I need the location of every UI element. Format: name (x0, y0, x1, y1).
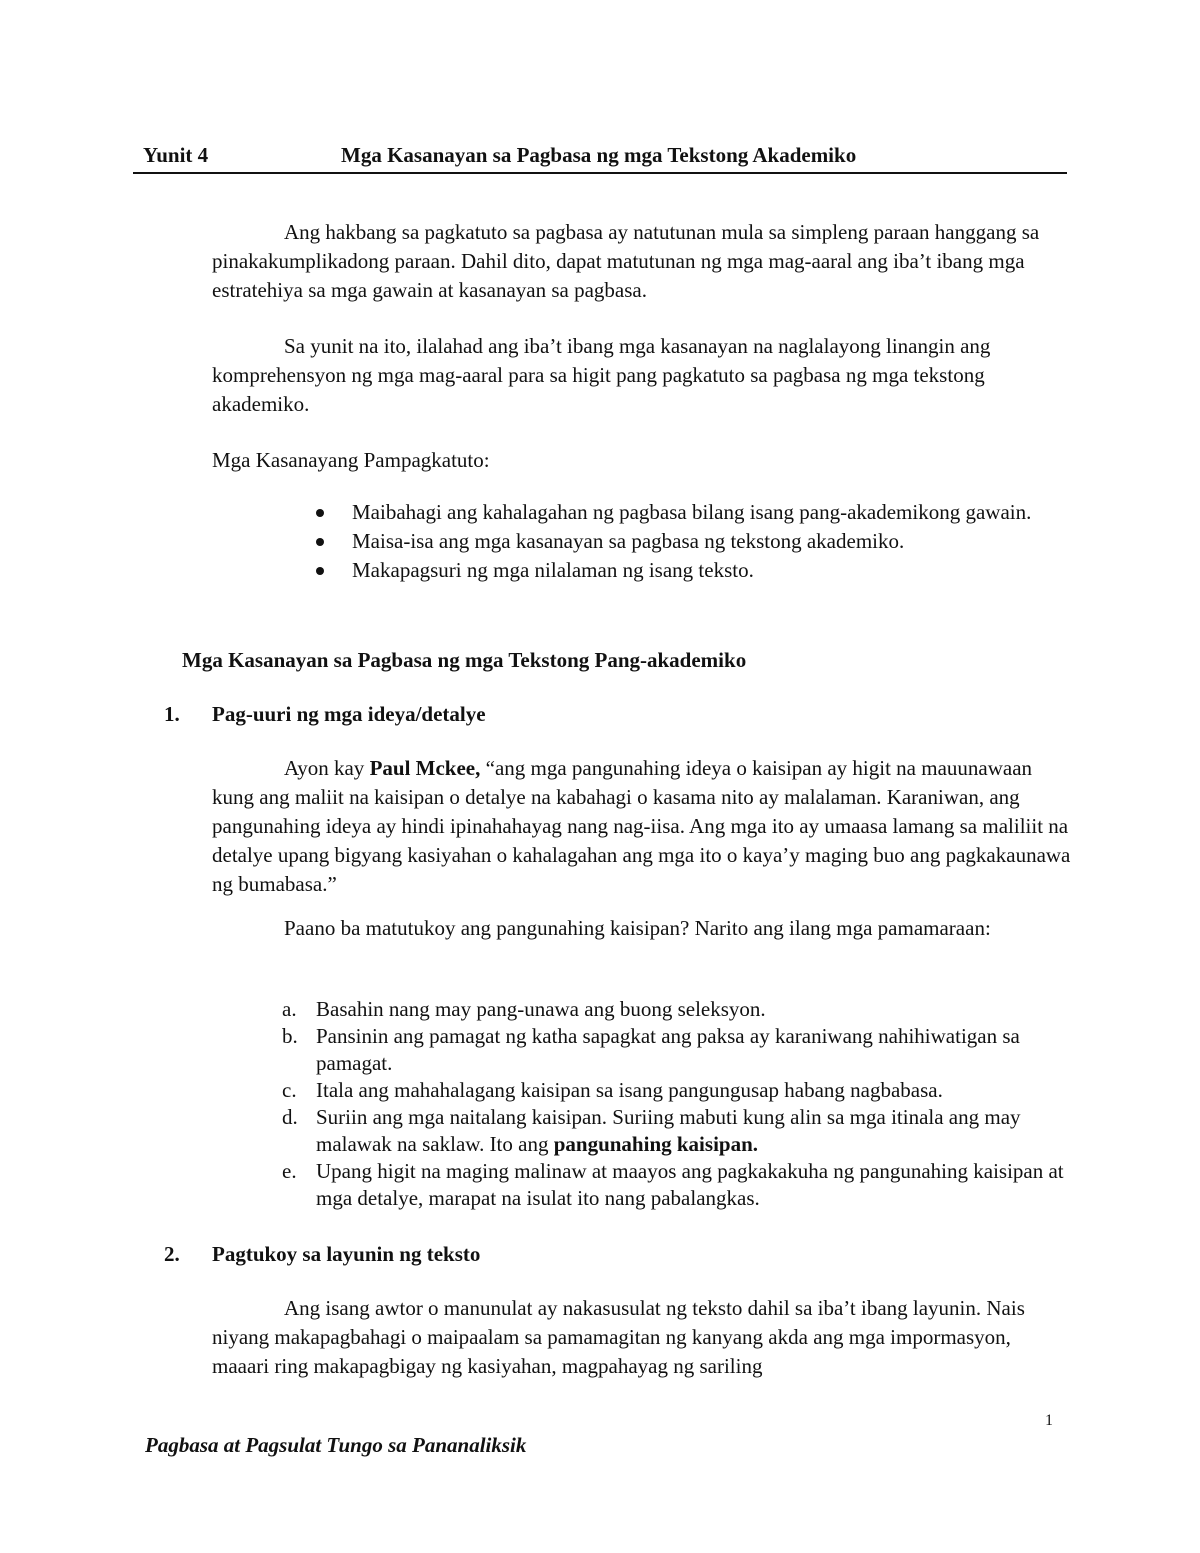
step-text: Upang higit na maging malinaw at maayos ang pagkakakuha ng pangunahing kaisipan at mga detalye, marapat na isulat ito nang pabalangkas. (316, 1159, 1064, 1210)
header-title: Mga Kasanayan sa Pagbasa ng mga Tekstong Akademiko (341, 143, 857, 167)
step-letter: d. (282, 1105, 298, 1129)
page-header (133, 140, 1067, 174)
item-2-number: 2. (164, 1242, 180, 1266)
step-letter: a. (282, 997, 297, 1021)
quote-text: “ang mga pangunahing ideya o kaisipan ay higit na mauunawaan kung ang maliit na kaisipan o detalye na kabahagi o kasama nito ay malalaman. Karaniwan, ang pangunahing ideya ay hindi ipinahahayag nang nag-iisa. Ang mga ito ay umaasa lamang sa maliliit na detalye upang bigyang kasiyahan o kahalagahan ang mga ito o kaya’y maging buo ang pagkakaunawa ng bumabasa.” (212, 756, 1071, 896)
item-1-heading (164, 702, 864, 727)
intro-paragraph-2: Sa yunit na ito, ilalahad ang iba’t ibang mga kasanayan na naglalayong linangin ang komprehensyon ng mga mag-aaral para sa higit pang pagkatuto sa pagbasa ng mga tekstong akademiko. (212, 334, 991, 416)
objectives-heading: Mga Kasanayang Pampagkatuto: (212, 448, 490, 472)
item-1-number: 1. (164, 702, 180, 726)
item-2-paragraph: Ang isang awtor o manunulat ay nakasusulat ng teksto dahil sa iba’t ibang layunin. Nais niyang makapagbahagi o maipaalam sa pamamagitan ng kanyang akda ang mga impormasyon, maaari ring makapagbigay ng kasiyahan, magpahayag ng sariling (212, 1296, 1025, 1378)
item-1-quote-paragraph (212, 754, 1072, 899)
steps-list (282, 996, 1072, 1212)
item-2-heading (164, 1242, 864, 1267)
objectives-list (312, 498, 1052, 585)
list-item: Maibahagi ang kahalagahan ng pagbasa bilang isang pang-akademikong gawain. (312, 498, 1052, 527)
step-letter: c. (282, 1078, 297, 1102)
step-text: Itala ang mahahalagang kaisipan sa isang pangungusap habang nagbabasa. (316, 1078, 943, 1102)
list-item: Makapagsuri ng mga nilalaman ng isang teksto. (312, 556, 1052, 585)
quote-intro: Ayon kay (284, 756, 370, 780)
step-text: Pansinin ang pamagat ng katha sapagkat ang paksa ay karaniwang nahihiwatigan sa pamagat. (316, 1024, 1020, 1075)
step-text: Suriin ang mga naitalang kaisipan. Suriing mabuti kung alin sa mga itinala ang may malawak na saklaw. Ito ang (316, 1105, 1021, 1156)
item-1-title: Pag-uuri ng mga ideya/detalye (212, 702, 486, 726)
unit-label: Yunit 4 (143, 143, 209, 167)
section-title: Mga Kasanayan sa Pagbasa ng mga Tekstong Pang-akademiko (182, 648, 747, 672)
step-letter: b. (282, 1024, 298, 1048)
list-item (282, 1104, 1072, 1158)
item-1-question: Paano ba matutukoy ang pangunahing kaisipan? Narito ang ilang mga pamamaraan: (284, 916, 991, 940)
list-item (282, 996, 1072, 1023)
list-item (282, 1023, 1072, 1077)
list-item (282, 1077, 1072, 1104)
list-item: Maisa-isa ang mga kasanayan sa pagbasa ng tekstong akademiko. (312, 527, 1052, 556)
list-item (282, 1158, 1072, 1212)
page-number: 1 (1045, 1412, 1053, 1429)
intro-paragraph-1: Ang hakbang sa pagkatuto sa pagbasa ay natutunan mula sa simpleng paraan hanggang sa pinakakumplikadong paraan. Dahil dito, dapat matutunan ng mga mag-aaral ang iba’t ibang mga estratehiya sa mga gawain at kasanayan sa pagbasa. (212, 220, 1040, 302)
step-bold-text: pangunahing kaisipan. (553, 1132, 759, 1156)
page-footer: Pagbasa at Pagsulat Tungo sa Pananaliksik (145, 1433, 527, 1457)
quote-author: Paul Mckee, (369, 756, 481, 780)
step-letter: e. (282, 1159, 297, 1183)
step-text: Basahin nang may pang-unawa ang buong seleksyon. (316, 997, 766, 1021)
item-2-title: Pagtukoy sa layunin ng teksto (212, 1242, 481, 1266)
